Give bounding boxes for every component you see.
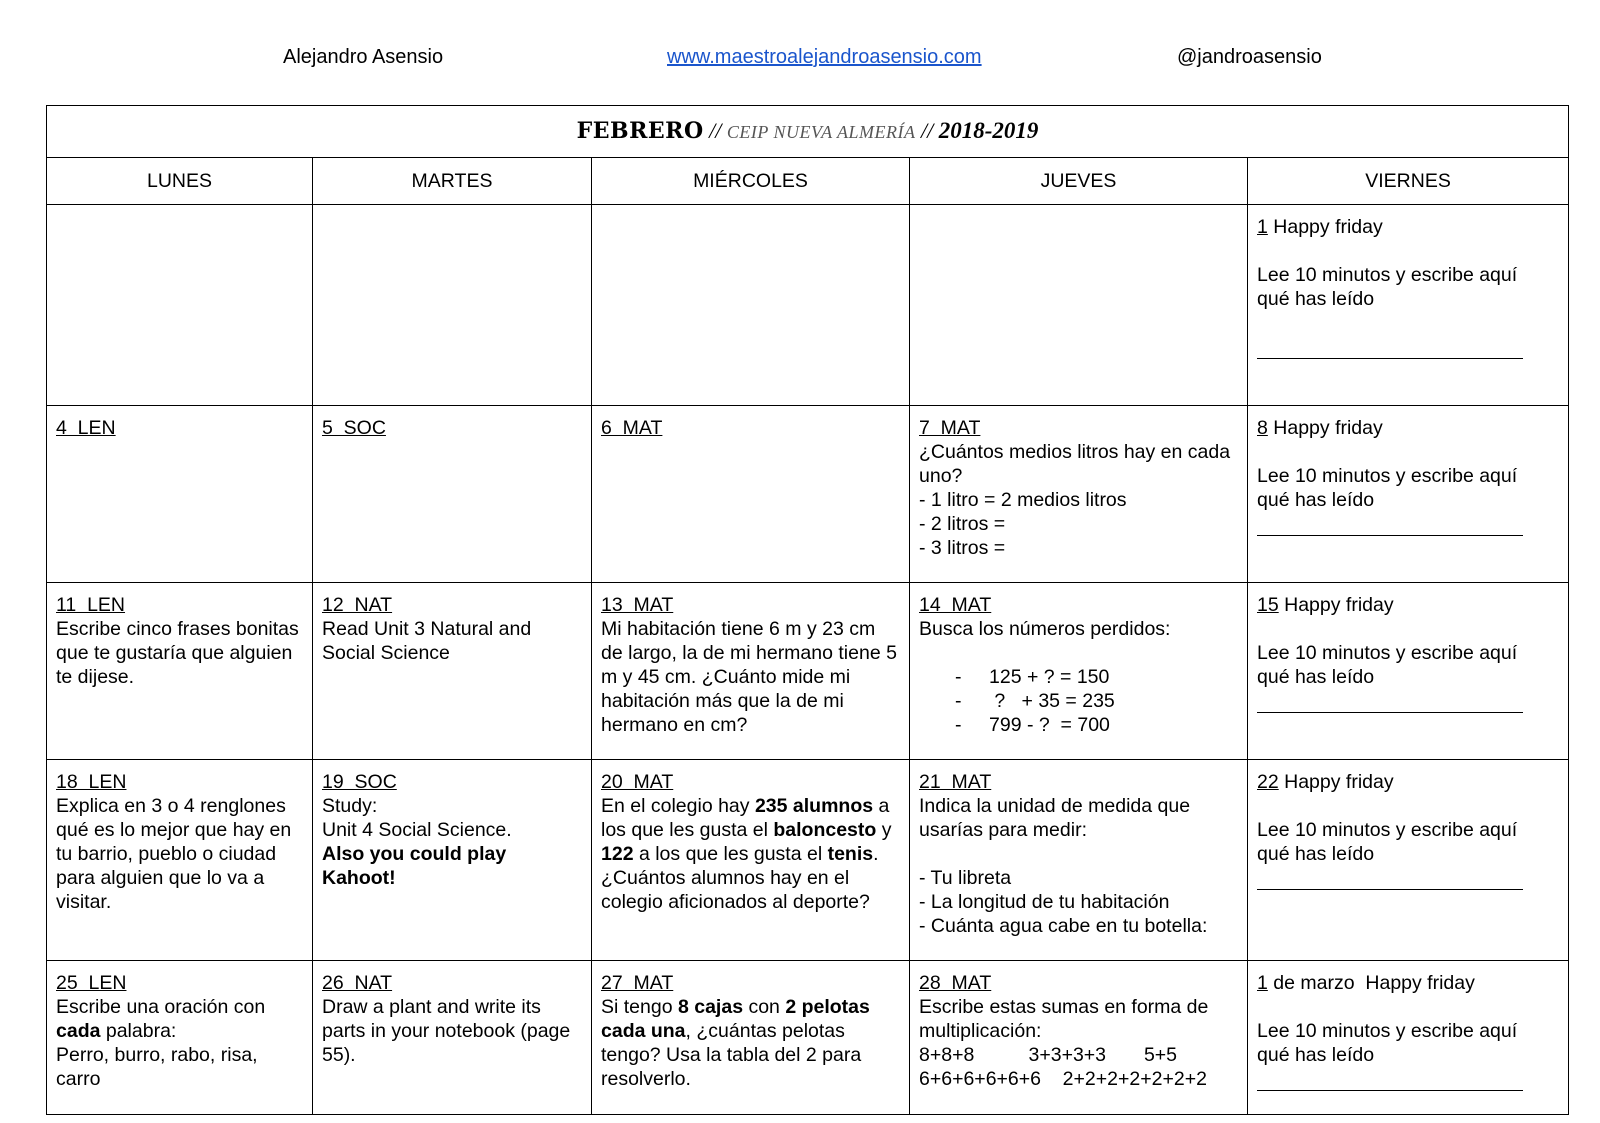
day-number: 8 bbox=[1257, 417, 1268, 439]
task-text: parts in your notebook (page bbox=[322, 1020, 571, 1042]
day-heading: 19 SOC bbox=[322, 771, 397, 793]
reading-instruction: qué has leído bbox=[1257, 843, 1375, 865]
task-text: Escribe una oración con bbox=[56, 996, 266, 1018]
title-separator: // bbox=[703, 118, 727, 143]
weekday-header: LUNES bbox=[47, 158, 313, 205]
day-cell-18 bbox=[47, 760, 313, 961]
week-row bbox=[47, 205, 1569, 406]
day-cell-4 bbox=[47, 406, 313, 583]
week-row bbox=[47, 406, 1569, 583]
task-text-bold: Also you could play bbox=[322, 843, 507, 865]
day-cell-26 bbox=[313, 961, 592, 1115]
day-heading: 21 MAT bbox=[919, 771, 992, 793]
task-text bbox=[601, 995, 900, 1019]
day-heading bbox=[1257, 770, 1559, 794]
happy-friday-label: Happy friday bbox=[1284, 771, 1394, 793]
week-row bbox=[47, 961, 1569, 1115]
weekday-header: VIERNES bbox=[1248, 158, 1569, 205]
write-line bbox=[1257, 689, 1523, 713]
day-heading: 28 MAT bbox=[919, 972, 992, 994]
reading-instruction: Lee 10 minutos y escribe aquí bbox=[1257, 264, 1518, 286]
day-cell-20 bbox=[592, 760, 910, 961]
day-heading: 11 LEN bbox=[56, 594, 126, 616]
task-text-fragment: , ¿cuántas pelotas bbox=[685, 1020, 845, 1042]
day-cell-6 bbox=[592, 406, 910, 583]
title-separator: // bbox=[915, 118, 939, 143]
task-text: usarías para medir: bbox=[919, 819, 1087, 841]
write-line bbox=[1257, 335, 1523, 359]
day-cell-27 bbox=[592, 961, 910, 1115]
task-text: - Tu libreta bbox=[919, 867, 1012, 889]
day-heading: 18 LEN bbox=[56, 771, 127, 793]
task-text-bold: 2 pelotas bbox=[785, 996, 870, 1018]
task-text-bold: tenis bbox=[827, 843, 874, 865]
week-row bbox=[47, 760, 1569, 961]
equation-text: ? + 35 = 235 bbox=[989, 690, 1115, 712]
day-heading: 13 MAT bbox=[601, 594, 674, 616]
task-text: Study: bbox=[322, 795, 378, 817]
task-text-bold: cada una bbox=[601, 1020, 686, 1042]
task-text: carro bbox=[56, 1068, 101, 1090]
list-dash: - bbox=[955, 714, 962, 736]
task-text: de largo, la de mi hermano tiene 5 bbox=[601, 642, 897, 664]
task-text: tu barrio, pueblo o ciudad bbox=[56, 843, 277, 865]
equation-item bbox=[919, 665, 1238, 689]
day-heading: 7 MAT bbox=[919, 417, 981, 439]
weekday-header-row bbox=[47, 158, 1569, 205]
task-text: Read Unit 3 Natural and bbox=[322, 618, 532, 640]
title-year: 2018-2019 bbox=[938, 118, 1039, 143]
task-text bbox=[601, 842, 900, 866]
title-month: FEBRERO bbox=[576, 118, 704, 144]
equation-text: 125 + ? = 150 bbox=[989, 666, 1110, 688]
day-cell-11 bbox=[47, 583, 313, 760]
happy-friday-label: Happy friday bbox=[1273, 216, 1383, 238]
task-text: - Cuánta agua cabe en tu botella: bbox=[919, 915, 1208, 937]
task-text-bold: baloncesto bbox=[773, 819, 877, 841]
task-text-bold: 8 cajas bbox=[677, 996, 744, 1018]
day-heading: 25 LEN bbox=[56, 972, 127, 994]
task-text: te dijese. bbox=[56, 666, 135, 688]
day-cell-15 bbox=[1248, 583, 1569, 760]
task-text-bold: cada bbox=[56, 1020, 101, 1042]
task-text: hermano en cm? bbox=[601, 714, 748, 736]
empty-day-cell bbox=[910, 205, 1248, 406]
day-heading bbox=[1257, 215, 1559, 239]
weekday-header: MIÉRCOLES bbox=[592, 158, 910, 205]
reading-instruction: Lee 10 minutos y escribe aquí bbox=[1257, 1020, 1518, 1042]
day-cell-12 bbox=[313, 583, 592, 760]
day-cell-1 bbox=[1248, 205, 1569, 406]
header-author: Alejandro Asensio bbox=[283, 46, 444, 68]
day-heading: 5 SOC bbox=[322, 417, 386, 439]
reading-instruction: Lee 10 minutos y escribe aquí bbox=[1257, 642, 1518, 664]
task-text: Indica la unidad de medida que bbox=[919, 795, 1191, 817]
reading-instruction: qué has leído bbox=[1257, 1044, 1375, 1066]
task-text: ¿Cuántos alumnos hay en el bbox=[601, 867, 850, 889]
march-happy-friday-label: de marzo Happy friday bbox=[1267, 972, 1475, 994]
day-heading bbox=[1257, 971, 1559, 995]
task-text: 55). bbox=[322, 1044, 356, 1066]
task-text-fragment: los que les gusta el bbox=[601, 819, 774, 841]
write-line bbox=[1257, 866, 1523, 890]
day-cell-25 bbox=[47, 961, 313, 1115]
day-cell-19 bbox=[313, 760, 592, 961]
task-text: 8+8+8 3+3+3+3 5+5 bbox=[919, 1044, 1178, 1066]
task-text: visitar. bbox=[56, 891, 112, 913]
calendar-title bbox=[47, 106, 1569, 158]
task-text: - La longitud de tu habitación bbox=[919, 891, 1170, 913]
happy-friday-label: Happy friday bbox=[1284, 594, 1394, 616]
task-text: Unit 4 Social Science. bbox=[322, 819, 512, 841]
task-text-fragment: y bbox=[876, 819, 892, 841]
task-text bbox=[56, 1019, 303, 1043]
day-number: 1 bbox=[1257, 972, 1268, 994]
day-heading: 27 MAT bbox=[601, 972, 674, 994]
task-text bbox=[601, 818, 900, 842]
task-text: - 3 litros = bbox=[919, 537, 1006, 559]
task-text-fragment: con bbox=[743, 996, 786, 1018]
week-row bbox=[47, 583, 1569, 760]
task-text: Perro, burro, rabo, risa, bbox=[56, 1044, 258, 1066]
weekday-header: JUEVES bbox=[910, 158, 1248, 205]
empty-day-cell bbox=[313, 205, 592, 406]
task-text: - 2 litros = bbox=[919, 513, 1006, 535]
task-text: - 1 litro = 2 medios litros bbox=[919, 489, 1127, 511]
header-website-link[interactable]: www.maestroalejandroasensio.com bbox=[667, 46, 982, 68]
task-text-fragment: . bbox=[873, 843, 879, 865]
equation-item bbox=[919, 689, 1238, 713]
task-text: Mi habitación tiene 6 m y 23 cm bbox=[601, 618, 876, 640]
list-dash: - bbox=[955, 666, 962, 688]
day-cell-7 bbox=[910, 406, 1248, 583]
task-text: Social Science bbox=[322, 642, 450, 664]
task-text: ¿Cuántos medios litros hay en cada bbox=[919, 441, 1231, 463]
task-text: Explica en 3 o 4 renglones bbox=[56, 795, 286, 817]
day-cell-14 bbox=[910, 583, 1248, 760]
day-heading bbox=[1257, 416, 1559, 440]
happy-friday-label: Happy friday bbox=[1273, 417, 1383, 439]
task-text: multiplicación: bbox=[919, 1020, 1042, 1042]
day-heading: 20 MAT bbox=[601, 771, 674, 793]
task-text: qué es lo mejor que hay en bbox=[56, 819, 292, 841]
day-number: 15 bbox=[1257, 594, 1279, 616]
task-text: habitación más que la de mi bbox=[601, 690, 844, 712]
day-cell-march-1 bbox=[1248, 961, 1569, 1115]
day-cell-5 bbox=[313, 406, 592, 583]
task-text: colegio aficionados al deporte? bbox=[601, 891, 870, 913]
day-cell-21 bbox=[910, 760, 1248, 961]
day-heading: 4 LEN bbox=[56, 417, 116, 439]
day-heading: 14 MAT bbox=[919, 594, 992, 616]
task-text: que te gustaría que alguien bbox=[56, 642, 293, 664]
day-heading bbox=[1257, 593, 1559, 617]
task-text: m y 45 cm. ¿Cuánto mide mi bbox=[601, 666, 851, 688]
task-text-fragment: En el colegio hay bbox=[601, 795, 755, 817]
header-handle: @jandroasensio bbox=[1177, 46, 1322, 68]
day-heading: 26 NAT bbox=[322, 972, 393, 994]
task-text-bold: 235 alumnos bbox=[754, 795, 874, 817]
task-text-fragment: palabra: bbox=[100, 1020, 177, 1042]
day-cell-8 bbox=[1248, 406, 1569, 583]
task-text: para alguien que lo va a bbox=[56, 867, 265, 889]
task-text bbox=[601, 1019, 900, 1043]
title-school: CEIP NUEVA ALMERÍA bbox=[726, 122, 916, 142]
write-line bbox=[1257, 1067, 1523, 1091]
equation-item bbox=[919, 713, 1238, 737]
calendar-table bbox=[46, 105, 1569, 1115]
equation-text: 799 - ? = 700 bbox=[989, 714, 1110, 736]
list-dash: - bbox=[955, 690, 962, 712]
task-text: uno? bbox=[919, 465, 963, 487]
day-number: 22 bbox=[1257, 771, 1279, 793]
reading-instruction: qué has leído bbox=[1257, 489, 1375, 511]
reading-instruction: qué has leído bbox=[1257, 666, 1375, 688]
write-line bbox=[1257, 512, 1523, 536]
task-text: 6+6+6+6+6+6 2+2+2+2+2+2+2 bbox=[919, 1068, 1207, 1090]
day-number: 1 bbox=[1257, 216, 1268, 238]
task-text-bold: Kahoot! bbox=[322, 867, 396, 889]
task-text-fragment: a bbox=[873, 795, 890, 817]
reading-instruction: qué has leído bbox=[1257, 288, 1375, 310]
empty-day-cell bbox=[47, 205, 313, 406]
task-text bbox=[601, 794, 900, 818]
day-cell-28 bbox=[910, 961, 1248, 1115]
task-text: Escribe estas sumas en forma de bbox=[919, 996, 1209, 1018]
task-text: Draw a plant and write its bbox=[322, 996, 541, 1018]
reading-instruction: Lee 10 minutos y escribe aquí bbox=[1257, 465, 1518, 487]
task-text: Escribe cinco frases bonitas bbox=[56, 618, 299, 640]
task-text-fragment: a los que les gusta el bbox=[633, 843, 828, 865]
day-heading: 12 NAT bbox=[322, 594, 393, 616]
task-text-fragment: Si tengo bbox=[601, 996, 678, 1018]
day-cell-22 bbox=[1248, 760, 1569, 961]
empty-day-cell bbox=[592, 205, 910, 406]
task-text: resolverlo. bbox=[601, 1068, 691, 1090]
calendar-title-row bbox=[47, 106, 1569, 158]
reading-instruction: Lee 10 minutos y escribe aquí bbox=[1257, 819, 1518, 841]
task-text: Busca los números perdidos: bbox=[919, 618, 1171, 640]
day-cell-13 bbox=[592, 583, 910, 760]
weekday-header: MARTES bbox=[313, 158, 592, 205]
task-text: tengo? Usa la tabla del 2 para bbox=[601, 1044, 862, 1066]
task-text-bold: 122 bbox=[601, 843, 634, 865]
day-heading: 6 MAT bbox=[601, 417, 663, 439]
